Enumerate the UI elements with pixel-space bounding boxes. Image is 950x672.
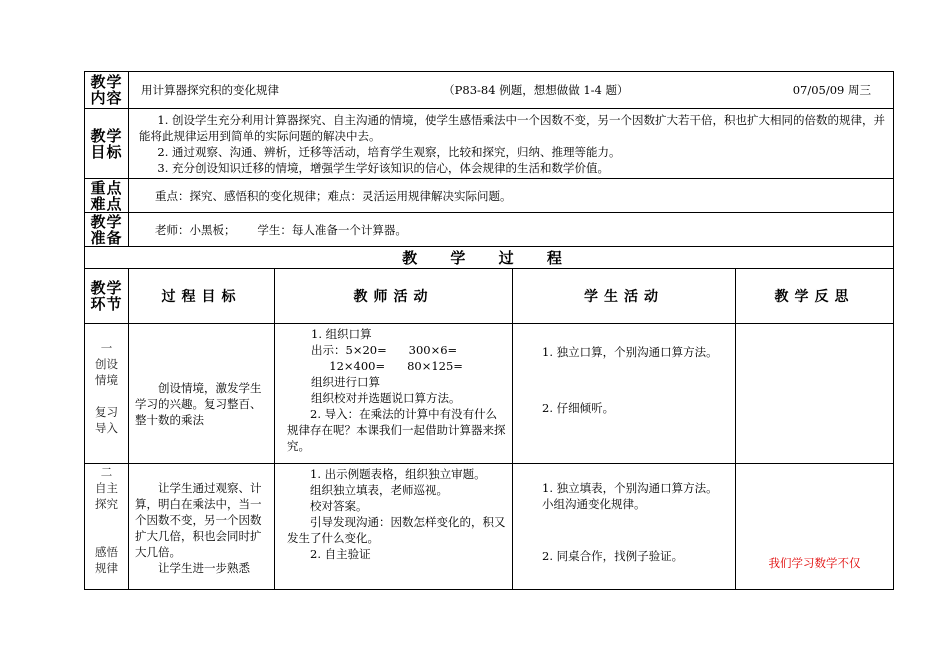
table-row (85, 324, 894, 464)
content-date: 07/05/09 周三 (792, 83, 871, 97)
student-cell (513, 464, 736, 590)
content-cell (129, 72, 894, 109)
lesson-plan-table (84, 71, 894, 590)
goal-item: 3. 充分创设知识迁移的情境，增强学生学好该知识的信心，体会规律的生活和数学价值。 (157, 160, 610, 175)
stage-text: 复习 (95, 405, 118, 419)
goal-text: 让学生通过观察、计算，明白在乘法中，当一个因数不变，另一个因数扩大几倍，积也会同时扩大几倍。 (135, 481, 262, 559)
goals-row (85, 109, 894, 179)
table-row (85, 464, 894, 590)
teacher-line: 2. 导入：在乘法的计算中有没有什么规律存在呢？本课我们一起借助计算器来探究。 (287, 407, 506, 453)
section-row (85, 247, 894, 269)
content-row (85, 72, 894, 109)
keypoints-row (85, 179, 894, 213)
stage-number: 一 (100, 341, 113, 355)
student-cell (513, 324, 736, 464)
stage-cell (85, 464, 129, 590)
stage-number: 二 (100, 465, 113, 479)
lesson-plan-sheet (84, 71, 893, 590)
student-line: 2. 仔细倾听。 (542, 401, 615, 415)
stage-text: 探究 (95, 497, 118, 511)
goal-item: 2. 通过观察、沟通、辨析，迁移等活动，培育学生观察，比较和探究，归纳、推理等能力。 (157, 144, 621, 159)
stage-cell (85, 324, 129, 464)
prep-row (85, 213, 894, 247)
section-title: 教 学 过 程 (85, 247, 894, 269)
teacher-line: 出示：5×20= 300×6= (311, 343, 458, 357)
goal-text: 创设情境，激发学生学习的兴趣。复习整百、整十数的乘法 (135, 381, 262, 427)
goals-label: 教学目标 (85, 109, 129, 179)
teacher-line: 校对答案。 (310, 499, 368, 513)
reflect-text: 我们学习数学不仅 (768, 556, 861, 570)
content-ref: （P83-84 例题，想想做做 1-4 题） (443, 83, 629, 97)
teacher-cell (275, 324, 513, 464)
stage-text: 自主 (95, 481, 118, 495)
student-line: 1. 独立口算，个别沟通口算方法。 (542, 345, 718, 359)
col-student: 学生活动 (513, 269, 736, 324)
content-label: 教学内容 (85, 72, 129, 109)
content-title: 用计算器探究积的变化规律 (141, 83, 279, 97)
col-stage: 教学环节 (85, 269, 129, 324)
keypoints-text: 重点：探究、感悟积的变化规律；难点：灵活运用规律解决实际问题。 (129, 179, 894, 213)
teacher-line: 1. 组织口算 (311, 327, 372, 341)
prep-text: 老师：小黑板； 学生：每人准备一个计算器。 (129, 213, 894, 247)
teacher-line: 组织独立填表，老师巡视。 (310, 483, 448, 497)
goal-text: 让学生进一步熟悉 (158, 561, 250, 575)
goal-cell (129, 464, 275, 590)
column-header-row (85, 269, 894, 324)
stage-text: 感悟 (95, 545, 118, 559)
teacher-line: 12×400= 80×125= (311, 359, 463, 373)
col-reflect: 教学反思 (736, 269, 894, 324)
stage-text: 规律 (95, 561, 118, 575)
student-line: 1. 独立填表，个别沟通口算方法。 (542, 481, 718, 495)
reflect-cell (736, 324, 894, 464)
stage-text: 创设 (95, 357, 118, 371)
goal-cell (129, 324, 275, 464)
stage-text: 导入 (95, 421, 118, 435)
goals-cell (129, 109, 894, 179)
teacher-line: 引导发现沟通：因数怎样变化的，积又发生了什么变化。 (287, 515, 506, 545)
goal-item: 1. 创设学生充分利用计算器探究、自主沟通的情境，使学生感悟乘法中一个因数不变，另一个因数扩大若干倍，积也扩大相同的倍数的规律，并能将此规律运用到简单的实际问题的解决中去。 (139, 112, 886, 143)
teacher-line: 2. 自主验证 (310, 547, 371, 561)
student-line: 2. 同桌合作，找例子验证。 (542, 549, 684, 563)
reflect-cell (736, 464, 894, 590)
col-goal: 过程目标 (129, 269, 275, 324)
prep-label: 教学准备 (85, 213, 129, 247)
teacher-line: 组织进行口算 (311, 375, 380, 389)
teacher-line: 1. 出示例题表格，组织独立审题。 (310, 467, 486, 481)
teacher-cell (275, 464, 513, 590)
student-line: 小组沟通变化规律。 (542, 497, 646, 511)
teacher-line: 组织校对并选题说口算方法。 (311, 391, 461, 405)
keypoints-label: 重点难点 (85, 179, 129, 213)
col-teacher: 教师活动 (275, 269, 513, 324)
stage-text: 情境 (95, 373, 118, 387)
